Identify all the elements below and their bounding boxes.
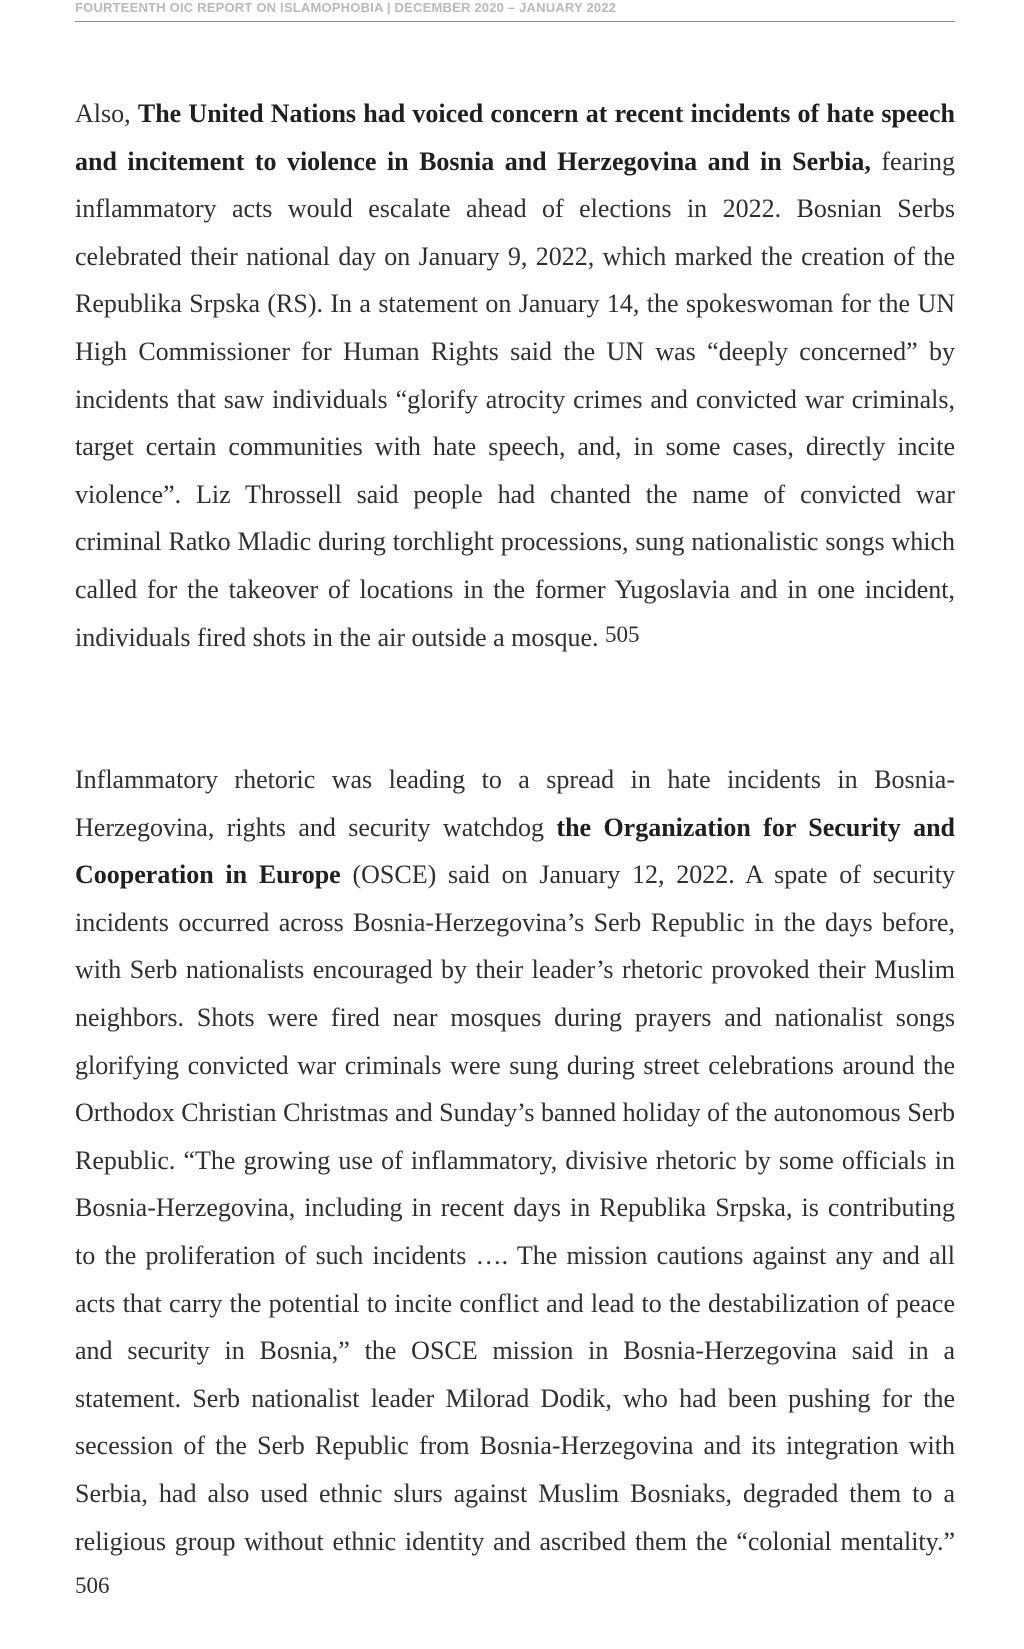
- footnote-ref-506[interactable]: 506: [75, 1573, 110, 1599]
- header-rule: [75, 21, 955, 22]
- paragraph-un-concern: [75, 90, 955, 661]
- paragraph-2-body: (OSCE) said on January 12, 2022. A spate of security incidents occurred across Bosnia-Herzegovina’s Serb Republic in the days before, with Serb nationalists encouraged by their leader’s rhetoric provoked their Muslim neighbors. Shots were fired near mosques during prayers and nationalist songs glorifying convicted war criminals were sung during street celebrations around the Orthodox Christian Christmas and Sunday’s banned holiday of the autonomous Serb Republic. “The growing use of inflammatory, divisive rhetoric by some officials in Bosnia-Herzegovina, including in recent days in Republika Srpska, is contributing to the proliferation of such incidents …. The mission cautions against any and all acts that carry the potential to incite conflict and lead to the destabilization of peace and security in Bosnia,” the OSCE mission in Bosnia-Herzegovina said in a statement. Serb nationalist leader Milorad Dodik, who had been pushing for the secession of the Serb Republic from Bosnia-Herzegovina and its integration with Serbia, had also used ethnic slurs against Muslim Bosniaks, degraded them to a religious group without ethnic identity and ascribed them the “colonial mentality.”: [75, 860, 955, 1556]
- paragraph-2-bold-org: the Organization for Security and Cooperation in Europe: [75, 812, 956, 890]
- paragraph-1-intro: Also,: [75, 99, 138, 128]
- paragraph-2-intro: Inflammatory rhetoric was leading to a spread in hate incidents in Bosnia-Herzegovina, rights and security watchdog: [75, 765, 955, 842]
- running-header: FOURTEENTH OIC REPORT ON ISLAMOPHOBIA | DECEMBER 2020 – JANUARY 2022: [75, 0, 617, 15]
- footnote-ref-505[interactable]: 505: [605, 621, 640, 647]
- paragraph-1-body: fearing inflammatory acts would escalate ahead of elections in 2022. Bosnian Serbs celebrated their national day on January 9, 2022, which marked the creation of the Republika Srpska (RS). In a statement on January 14, the spokeswoman for the UN High Commissioner for Human Rights said the UN was “deeply concerned” by incidents that saw individuals “glorify atrocity crimes and convicted war criminals, target certain communities with hate speech, and, in some cases, directly incite violence”. Liz Throssell said people had chanted the name of convicted war criminal Ratko Mladic during torchlight processions, sung nationalistic songs which called for the takeover of locations in the former Yugoslavia and in one incident, individuals fired shots in the air outside a mosque.: [75, 146, 955, 652]
- paragraph-1-bold-lead: The United Nations had voiced concern at recent incidents of hate speech and incitement to violence in Bosnia and Herzegovina and in Serbia,: [75, 99, 955, 176]
- paragraph-osce-statement: [75, 756, 955, 1613]
